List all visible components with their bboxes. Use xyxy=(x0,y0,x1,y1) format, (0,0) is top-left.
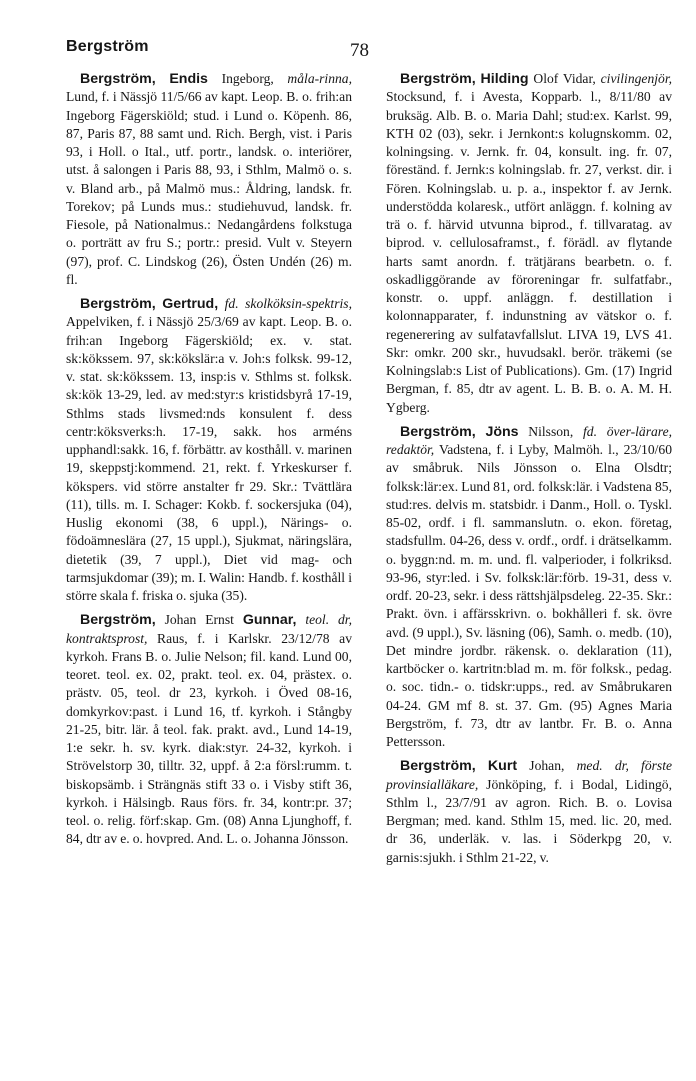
entry-surname: Bergström, xyxy=(400,758,476,775)
entry-title: teol. dr, kontraktsprost, xyxy=(66,612,352,646)
entry-surname: Bergström, xyxy=(80,296,156,312)
entry-surname: Bergström, xyxy=(400,71,476,87)
entry-text xyxy=(66,611,352,848)
entry-jons xyxy=(386,423,672,752)
entry-body: Lund, f. i Nässjö 11/5/66 av kapt. Leop. B. o. frih:an Ingeborg Fägerskiöld; stud. i Lund o. Köpenh. 86, 87, Paris 87, 88 samt und. Rich. Bergh, vist. i Paris 93, i Holl. o Ital., utf. portr., landsk. o. interiörer, utst. å salongen i Paris 88, 93, i Sthlm, Malmö o. s. v. Bland arb., på Malmö mus.: Åldring, landsk. fr. Torekov; på Lunds mus.: studiehuvud, landsk. fr. Fiesole, på Nationalmus.: Nedangårdens folkstuga o. porträtt av fru S.; portr.: presid. Vult v. Steyern (97), prof. C. Lindskog (26), Östen Undén (26) m. fl. xyxy=(66,89,352,287)
entry-given-name: Jöns xyxy=(485,423,519,440)
entry-given-name: Endis xyxy=(169,71,208,87)
entry-given-rest: Olof Vidar, xyxy=(528,71,601,86)
entry-title: fd. över-lärare, redaktör, xyxy=(386,423,673,457)
entry-surname: Bergström, xyxy=(400,423,476,440)
right-column xyxy=(386,70,672,873)
entry-kurt xyxy=(386,757,672,867)
entry-body: Vadstena, f. i Lyby, Malmöh. l., 23/10/60 av småbruk. Nils Jönsson o. Elna Olsdtr; folksk:lär:ex. Lund 81, ord. folksk:lär. i Vadstena 85, stud:res. delvis m. statsbidr. i Danm., Holl. o. Tyskl. 85-02, ordf. i fl. sammanslutn. o. ekon. företag, stadsfullm. 04-26, dess v. ordf., ordf. i drätselkamm. o. byggn:nd. m. m. und. fl. valperioder, i folkriksd. 93-96, styr:led. i Sv. folksk:lär:förb. 19-31, dess v. ordf. 20-23, sekr. i dess rättshjälpsdeleg. 22-35. Skr.: Prakt. övn. i affärsskrivn. o. bokhålleri f. sk. övre avd. (9 uppl.), Sv. läsning (06), Samh. o. medb. (10), Det mindre jordbr. räkensk. o. deklaration (11), kartböcker o. kartritn:blad m. m. för folksk., pedag. o. soc. tidn.- o. tidskr:upps., red. av Småbrukaren 04-24. GM mf 8. st. 37. Gm. (95) Agnes Maria Bergström, f. 73, dtr av lantbr. Fr. B. o. Anna Pettersson. xyxy=(386,442,672,749)
entry-given-rest: Johan Ernst xyxy=(155,612,243,628)
entry-endis xyxy=(66,70,352,289)
entry-body: Raus, f. i Karlskr. 23/12/78 av kyrkoh. Frans B. o. Julie Nelson; fil. kand. Lund 00, teoret. teol. ex. 02, prakt. teol. ex. 04, prästex. o. prästv. 05, teol. dr 23, kyrkoh. i Öved 08-16, domkyrkov:past. i Lund 16, tf. kyrkoh. i Stångby 21-25, bitr. lär. å teol. fak. prakt. avd., Lund 14-19, 1:e sekr. h. sv. kyrk. diak:styr. 24-32, kyrkoh. i Strövelstorp 30, tilltr. 32, uppf. å 2:a försl:rumm. t. biskopsämb. i Strängnäs stift 33 o. i Visby stift 36, kyrkoh. i Hälsingb. Raus förs. fr. 34, kontr:pr. 37; teol. o. relig. förf:skap. Gm. (08) Anna Ljunghoff, f. 84, dtr av e. o. hovpred. And. L. o. Johanna Jönsson. xyxy=(66,630,352,847)
entry-text xyxy=(66,295,352,605)
entry-text xyxy=(386,423,672,752)
entry-text xyxy=(66,70,352,289)
entry-given-name: Gunnar, xyxy=(242,612,297,629)
entry-given-rest: Ingeborg, xyxy=(207,71,288,86)
entry-gunnar xyxy=(66,611,352,848)
entry-text xyxy=(386,70,672,417)
entry-title: måla-rinna, xyxy=(287,71,352,86)
entry-given-name: Gertrud, xyxy=(162,296,219,312)
entry-text xyxy=(386,757,672,867)
entry-surname: Bergström, xyxy=(80,71,156,87)
entry-body: Stocksund, f. i Avesta, Kopparb. l., 8/11/80 av bruksäg. Alb. B. o. Maria Dahl; stud:ex. Karlst. 99, KTH 02 (03), sekr. i Jernkont:s kolugnskomm. 02, kolningsing. v. Jernk. fr. 04, konsult. ing. fr. 07, föreständ. f. Jernk:s kolningslab. fr. 27, verkst. dir. i Fören. Kolningslab. u. p. a., inspektor f. av Jernk. understödda kolaresk., utfört anläggn. f. kolning av trä o. f. härvid utvunna biprod., f. tillvaratag. av biprod. v. cellulosaframst., f. förädl. av flytande harts samt anordn. f. trätjärans bearbetn. o. f. oskadliggörande av föroreningar fr. sulfatfabr., konstr. o. uppf. anläggn. f. destillation i kolonnapparater, f. indunstning av vätskor o. f. regenerering av sulfatavfallslut. LIVA 19, LVS 41. Skr: omkr. 200 skr., huvudsakl. berör. träkemi (se Kolningslab:s List of Publications). Gm. (17) Ingrid Bergman, f. 85, dtr av agent. L. B. B. o. A. M. H. Ygberg. xyxy=(386,89,672,415)
page-number: 78 xyxy=(350,40,369,61)
entry-hilding xyxy=(386,70,672,417)
entry-gertrud xyxy=(66,295,352,605)
entry-title: med. dr, förste provinsialläkare, xyxy=(386,758,673,792)
left-column xyxy=(66,70,352,855)
entry-given-rest: Johan, xyxy=(517,758,577,774)
entry-body: Appelviken, f. i Nässjö 25/3/69 av kapt. Leop. B. o. frih:an Ingeborg Fägerskiöld; ex. v. stat. sk:kökssem. 97, sk:kökslär:a v. Joh:s folksk. 99-12, v. stat. sk:kökssem. 13, insp:is v. Sthlms st. folksk. sk:kök 13-29, led. av med:styr:s kristidsbyrå 17-19, Sthlms stads livsmed:nds konsulent f. dess centr:köksverks:h. 17-19, sakk. hos arméns upphandl:sakk. 16, f. förbättr. av kosthåll. v. marinen 19, skeppstj:kommend. 21, rekt. f. Yrkeskurser f. kökspers. vid större anstalter fr 29. Skr.: Tvättlära (11), tills. m. I. Schager: Kokb. f. sockersjuka (04), Huslig ekonomi (38, 6 uppl.), Närings- o. födoämneslära (27, 15 uppl.), Sjukmat, näringslära, dietetik (39, 7 uppl.), Diet vid mag- och tarmsjukdomar (39); m. I. Walin: Handb. f. kosthåll i större skala f. friska o. sjuka (35). xyxy=(66,314,352,603)
entry-title: fd. skolköksin-spektris, xyxy=(224,296,352,311)
running-head: Bergström xyxy=(66,38,149,55)
entry-given-name: Kurt xyxy=(487,758,518,775)
entry-title: civilingenjör, xyxy=(600,71,672,86)
entry-given-name: Hilding xyxy=(480,71,529,87)
entry-surname: Bergström, xyxy=(80,612,156,629)
entry-given-rest: Nilsson, xyxy=(518,423,583,439)
entry-body: Jönköping, f. i Bodal, Lidingö, Sthlm l., 23/7/91 av agron. Rich. B. o. Lovisa Bergman; med. kand. Sthlm 15, med. lic. 20, med. dr 36, underläk. v. las. i Söderkpg 20, v. garnis:sjukh. i Sthlm 21-22, v. xyxy=(386,776,672,865)
